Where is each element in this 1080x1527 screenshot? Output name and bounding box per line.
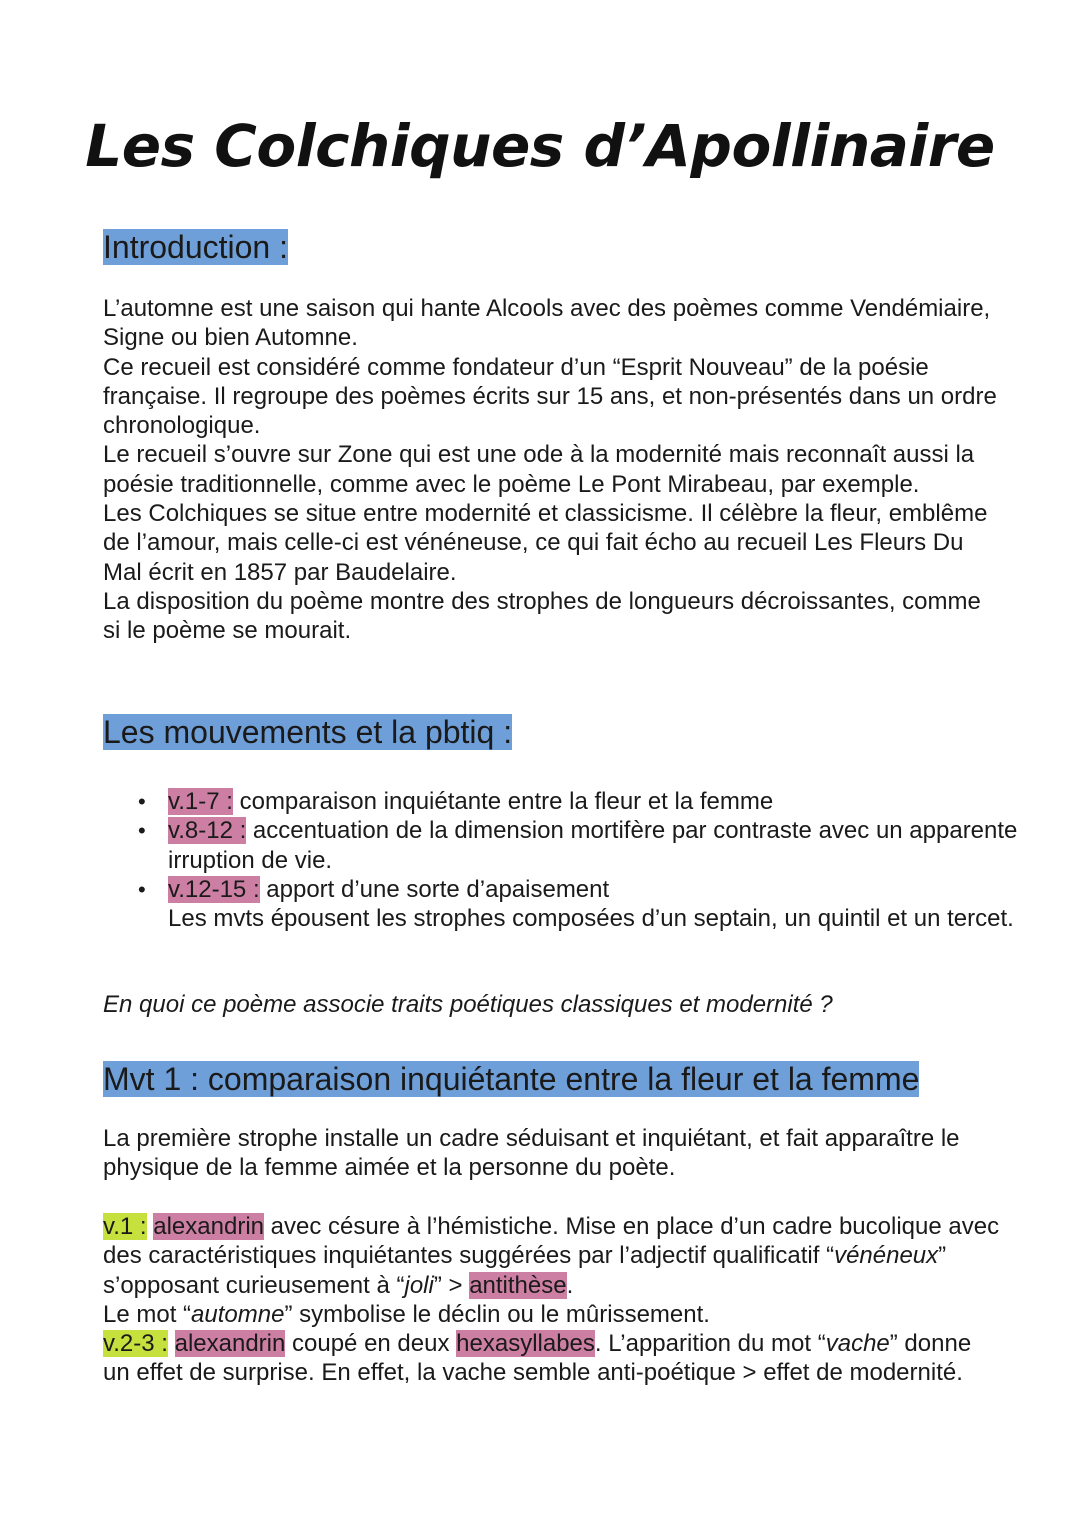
intro-text: [103, 294, 1003, 646]
mvt1-intro: La première strophe installe un cadre séduisant et inquiétant, et fait apparaître le physique de la femme aimée et la personne du poète.: [103, 1125, 960, 1182]
list-item: [168, 787, 1048, 816]
term-highlight: alexandrin: [174, 1330, 286, 1358]
movement-text: apport d’une sorte d’apaisement: [259, 875, 610, 903]
intro-paragraph: La disposition du poème montre des strophes de longueurs décroissantes, comme si le poème se mourait.: [103, 587, 981, 645]
problem-question: En quoi ce poème associe traits poétiques classiques et modernité ?: [103, 991, 833, 1018]
list-item: [168, 875, 1048, 934]
movement-note: Les mvts épousent les strophes composées d’un septain, un quintil et un tercet.: [168, 905, 1014, 933]
movements-list: [103, 787, 1048, 933]
term-highlight: alexandrin: [153, 1213, 264, 1240]
analysis-v2-3: v.2-3 : alexandrin coupé en deux hexasyllabes. L’apparition du mot “vache” donne un effet de surprise. En effet, la vache semble anti-poétique > effet de modernité.: [103, 1330, 972, 1387]
analysis-v1: v.1 : alexandrin avec césure à l’hémistiche. Mise en place d’un cadre bucolique avec des caractéristiques inquiétantes suggérées par l’adjectif qualificatif “vénéneux” s’opposant curieusement à “joli” > antithèse.: [103, 1213, 1000, 1299]
term-highlight: antithèse: [469, 1271, 567, 1299]
mvt1-heading: Mvt 1 : comparaison inquiétante entre la fleur et la femme: [103, 1061, 920, 1097]
verse-range: v.12-15 :: [168, 875, 260, 903]
intro-paragraph: Les Colchiques se situe entre modernité et classicisme. Il célèbre la fleur, emblême de l’amour, mais celle-ci est vénéneuse, ce qui fait écho au recueil Les Fleurs Du Mal écrit en 1857 par Baudelaire.: [103, 500, 988, 586]
movement-text: accentuation de la dimension mortifère par contraste avec un apparente irruption de vie.: [168, 817, 1018, 874]
movement-text: comparaison inquiétante entre la fleur et la femme: [232, 788, 774, 815]
intro-paragraph: L’automne est une saison qui hante Alcools avec des poèmes comme Vendémiaire, Signe ou bien Automne.: [103, 295, 991, 352]
intro-paragraph: Ce recueil est considéré comme fondateur d’un “Esprit Nouveau” de la poésie française. Il regroupe des poèmes écrits sur 15 ans, et non-présentés dans un ordre chronologique.: [103, 353, 997, 440]
mvt1-analysis: [103, 1212, 1003, 1388]
verse-range: v.8-12 :: [168, 817, 247, 845]
verse-label: v.2-3 :: [103, 1330, 168, 1358]
analysis-automne: Le mot “automne” symbolise le déclin ou le mûrissement.: [103, 1300, 710, 1328]
list-item: [168, 816, 1048, 875]
page-title: Les Colchiques d’Apollinaire: [85, 112, 995, 180]
verse-range: v.1-7 :: [168, 788, 233, 815]
movements-heading: Les mouvements et la pbtiq :: [103, 714, 513, 750]
intro-paragraph: Le recueil s’ouvre sur Zone qui est une ode à la modernité mais reconnaît aussi la poésie traditionnelle, comme avec le poème Le Pont Mirabeau, par exemple.: [103, 441, 975, 498]
intro-heading: Introduction :: [103, 229, 288, 265]
verse-label: v.1 :: [103, 1213, 147, 1240]
term-highlight: hexasyllabes: [456, 1330, 595, 1358]
